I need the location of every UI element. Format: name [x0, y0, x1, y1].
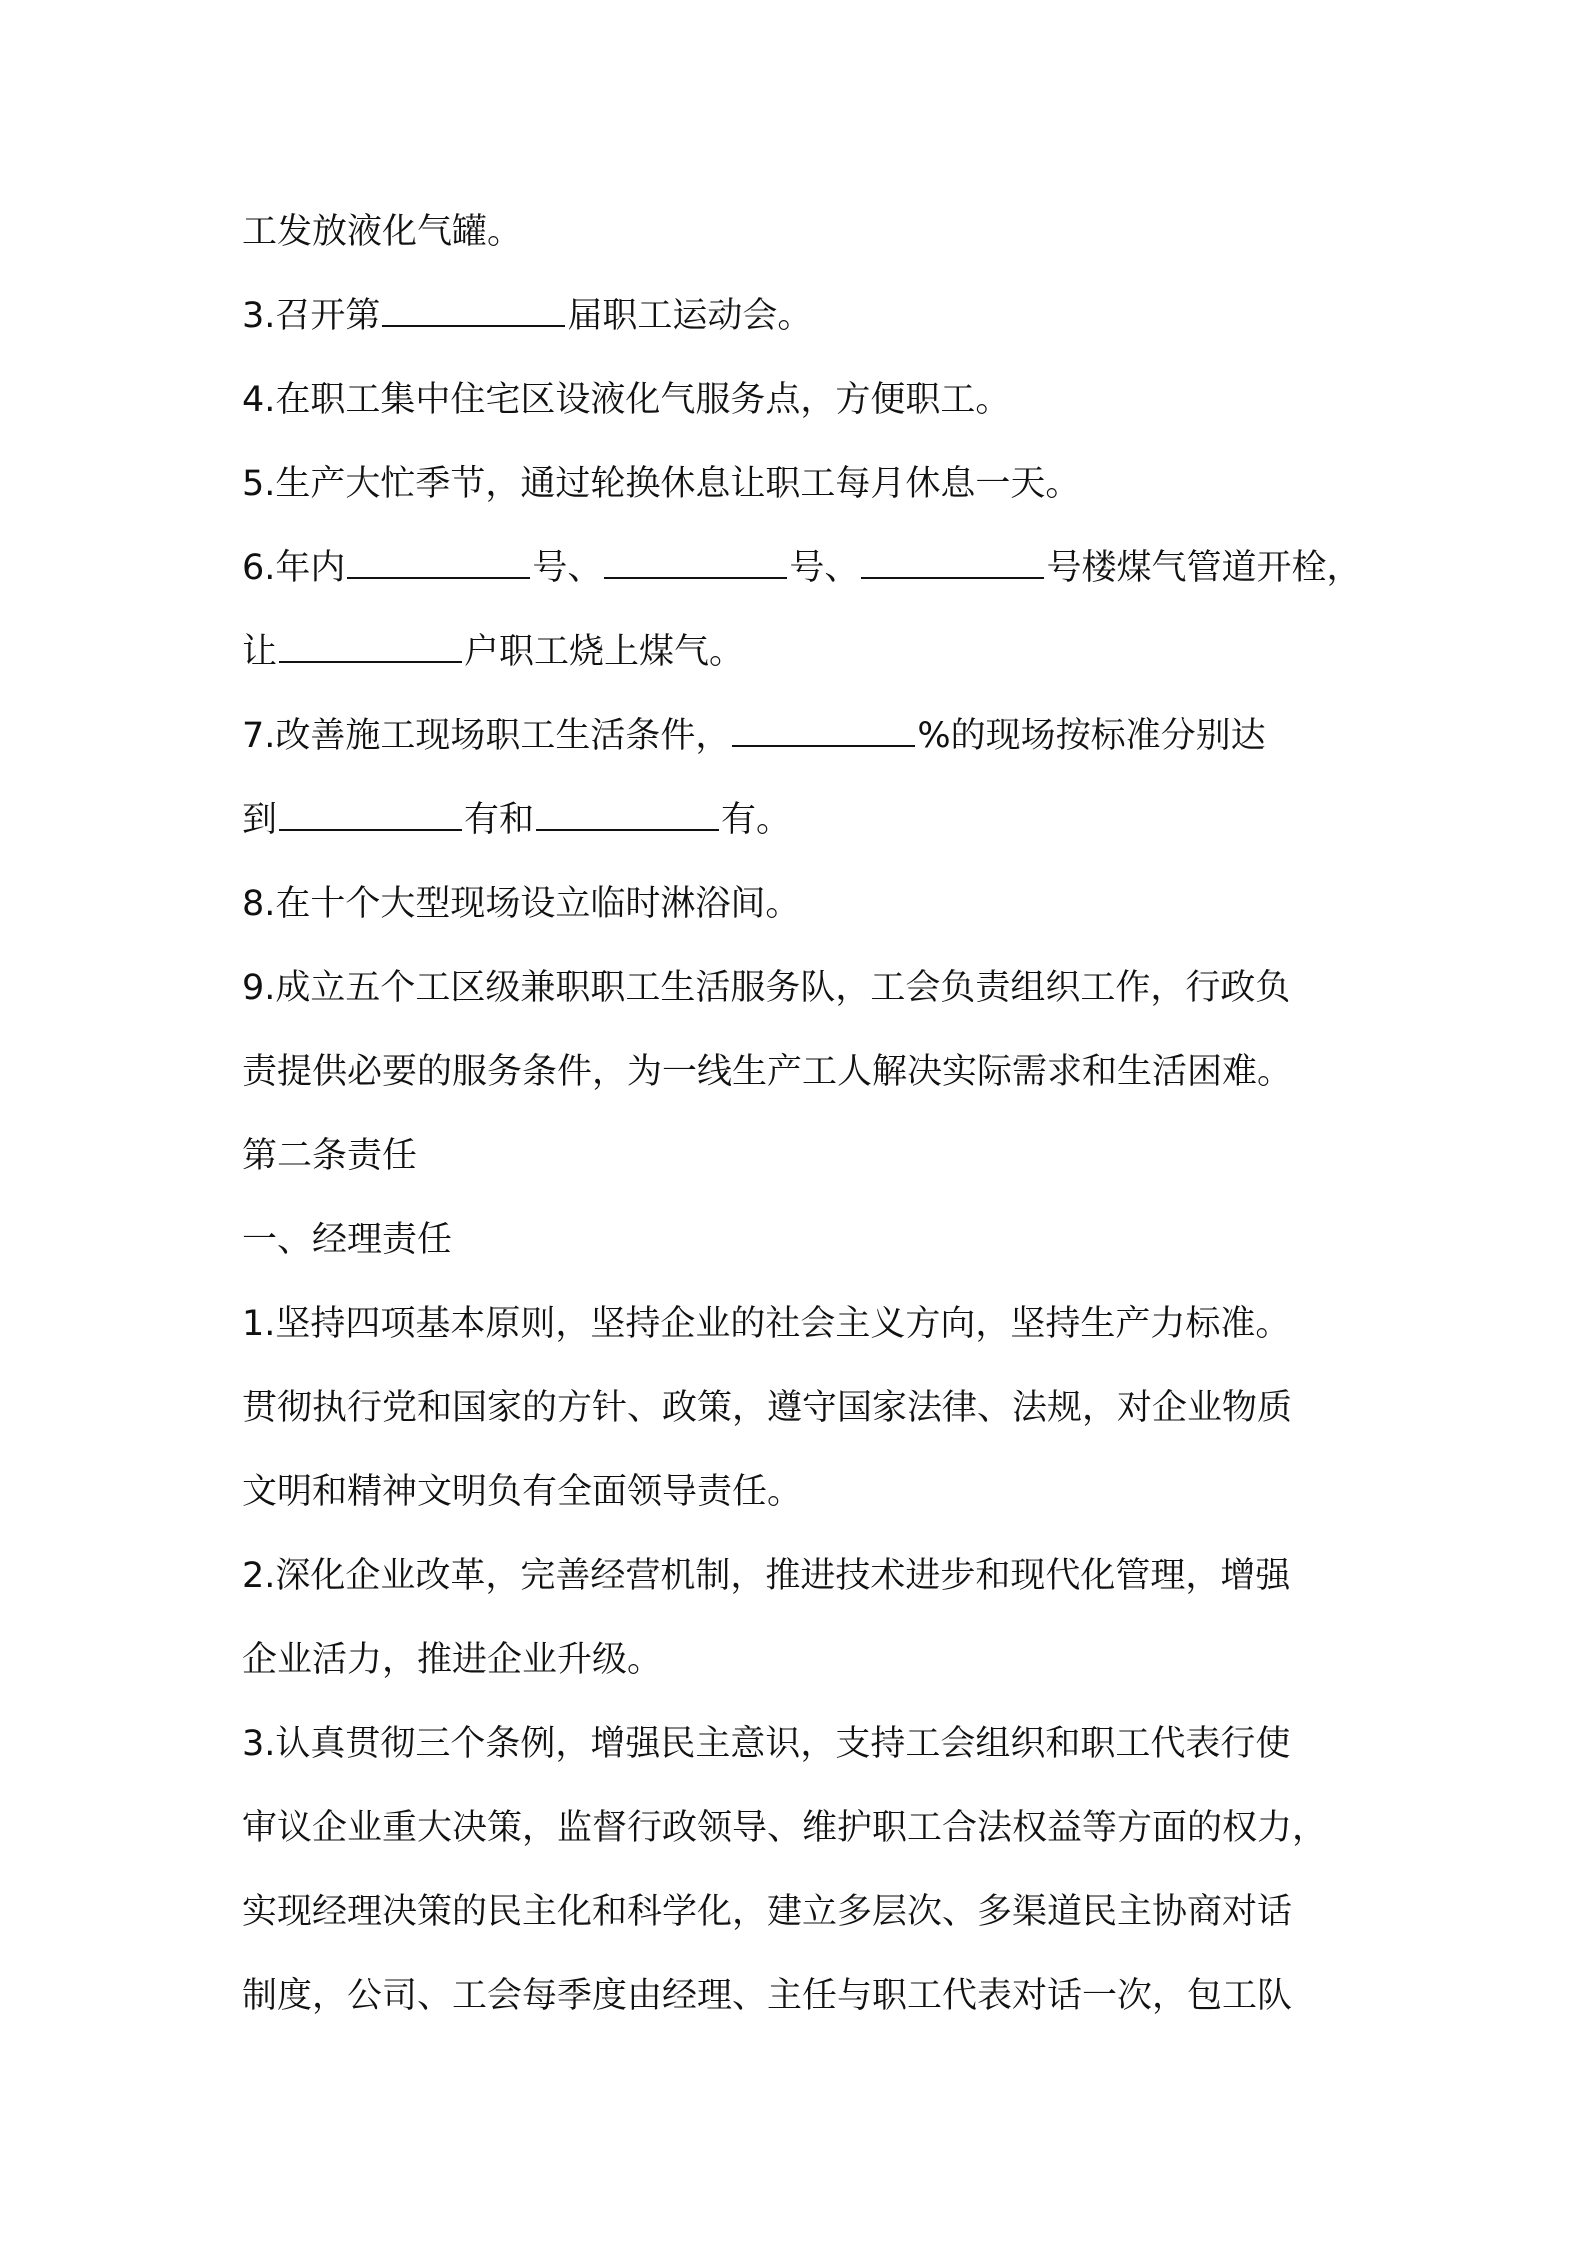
text-segment: 号、 — [532, 548, 603, 588]
text-segment: 制度，公司、工会每季度由经理、主任与职工代表对话一次，包工队 — [242, 1976, 1293, 2016]
text-segment: 4.在职工集中住宅区设液化气服务点，方便职工。 — [242, 380, 1011, 420]
text-segment: 到 — [242, 800, 278, 840]
text-segment: 8.在十个大型现场设立临时淋浴间。 — [242, 884, 801, 924]
text-segment: 文明和精神文明负有全面领导责任。 — [242, 1472, 803, 1512]
text-segment: 户职工烧上煤气。 — [464, 632, 745, 672]
text-segment: 号、 — [789, 548, 860, 588]
text-segment: 有。 — [721, 800, 792, 840]
fill-blank — [732, 717, 915, 747]
text-line — [242, 1618, 1362, 1702]
text-segment: %的现场按标准分别达 — [917, 716, 1266, 756]
text-line — [242, 442, 1362, 526]
text-segment: 2.深化企业改革，完善经营机制，推进技术进步和现代化管理，增强 — [242, 1556, 1291, 1596]
text-line — [242, 1702, 1362, 1786]
text-line — [242, 1450, 1362, 1534]
text-segment: 号楼煤气管道开栓， — [1046, 548, 1362, 588]
fill-blank — [382, 297, 565, 327]
text-line — [242, 190, 1362, 274]
text-line — [242, 358, 1362, 442]
text-segment: 9.成立五个工区级兼职职工生活服务队，工会负责组织工作，行政负 — [242, 968, 1291, 1008]
fill-blank — [279, 801, 462, 831]
text-line — [242, 862, 1362, 946]
fill-blank — [347, 549, 530, 579]
fill-blank — [536, 801, 719, 831]
fill-blank — [861, 549, 1044, 579]
text-segment: 5.生产大忙季节，通过轮换休息让职工每月休息一天。 — [242, 464, 1081, 504]
text-line — [242, 946, 1362, 1030]
text-segment: 3.召开第 — [242, 296, 381, 336]
text-segment: 责提供必要的服务条件，为一线生产工人解决实际需求和生活困难。 — [242, 1052, 1293, 1092]
text-segment: 届职工运动会。 — [567, 296, 813, 336]
text-segment: 一、经理责任 — [242, 1220, 453, 1260]
document-body — [242, 190, 1362, 2038]
text-segment: 实现经理决策的民主化和科学化，建立多层次、多渠道民主协商对话 — [242, 1892, 1293, 1932]
text-line — [242, 1954, 1362, 2038]
text-segment: 有和 — [464, 800, 535, 840]
section-heading — [242, 1114, 1362, 1198]
text-line — [242, 526, 1362, 610]
subsection-heading — [242, 1198, 1362, 1282]
text-line — [242, 1282, 1362, 1366]
text-line — [242, 274, 1362, 358]
text-segment: 让 — [242, 632, 278, 672]
text-line — [242, 1030, 1362, 1114]
text-segment: 6.年内 — [242, 548, 346, 588]
text-segment: 7.改善施工现场职工生活条件， — [242, 716, 731, 756]
fill-blank — [279, 633, 462, 663]
text-line — [242, 1366, 1362, 1450]
text-line — [242, 1870, 1362, 1954]
text-segment: 第二条责任 — [242, 1136, 418, 1176]
text-segment: 1.坚持四项基本原则，坚持企业的社会主义方向，坚持生产力标准。 — [242, 1304, 1291, 1344]
text-segment: 贯彻执行党和国家的方针、政策，遵守国家法律、法规，对企业物质 — [242, 1388, 1293, 1428]
text-segment: 企业活力，推进企业升级。 — [242, 1640, 663, 1680]
text-segment: 3.认真贯彻三个条例，增强民主意识，支持工会组织和职工代表行使 — [242, 1724, 1291, 1764]
fill-blank — [604, 549, 787, 579]
text-line — [242, 610, 1362, 694]
text-line — [242, 1534, 1362, 1618]
text-segment: 工发放液化气罐。 — [242, 212, 523, 252]
text-line — [242, 1786, 1362, 1870]
text-line — [242, 778, 1362, 862]
text-line — [242, 694, 1362, 778]
text-segment: 审议企业重大决策，监督行政领导、维护职工合法权益等方面的权力， — [242, 1808, 1328, 1848]
